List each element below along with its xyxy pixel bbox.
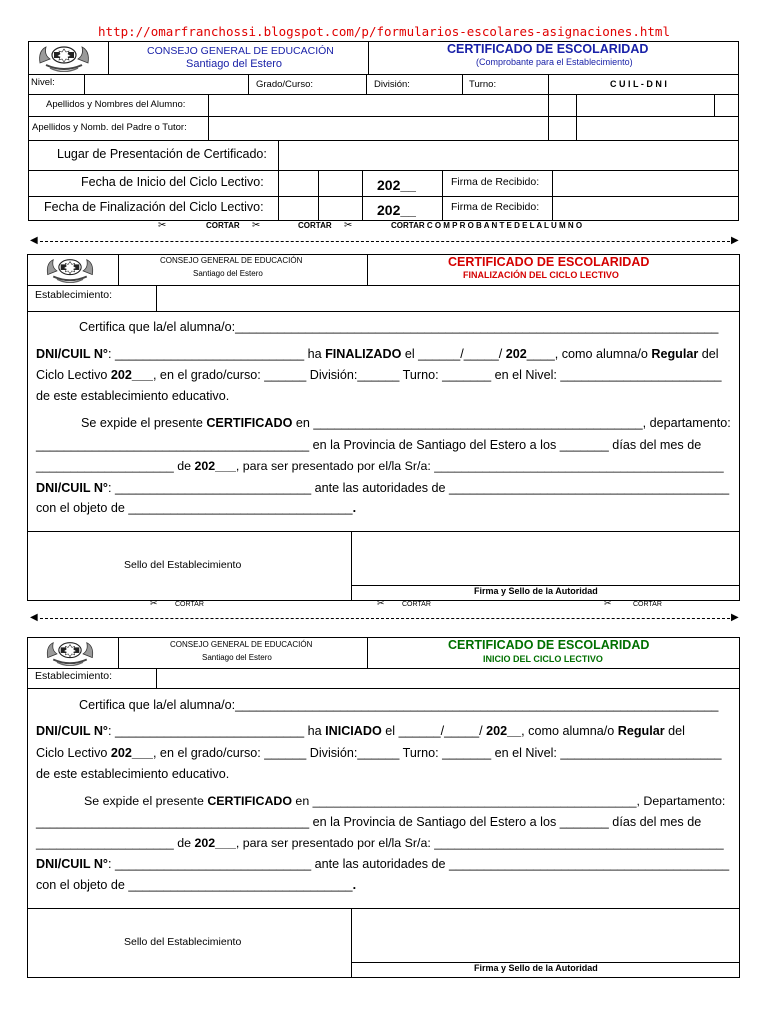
- parent-name-label: Apellidos y Nomb. del Padre o Tutor:: [32, 122, 187, 133]
- presented-by-line: ____________________ de 202___, para ser presentado por el/la Sr/a: __________________________________________: [36, 836, 724, 850]
- source-url[interactable]: http://omarfranchossi.blogspot.com/p/formularios-escolares-asignaciones.html: [98, 24, 670, 39]
- cycle-line: Ciclo Lectivo 202___, en el grado/curso: ______ División:______ Turno: _______ en el Nivel: _______________________: [36, 746, 722, 760]
- arrow-right-icon: ▶: [731, 612, 739, 623]
- cut-label: CORTAR: [175, 601, 204, 608]
- received-signature-label: Firma de Recibido:: [451, 201, 540, 213]
- purpose-line: con el objeto de ________________________________.: [36, 878, 357, 892]
- coat-of-arms-icon: [42, 256, 98, 283]
- cut-label: CORTAR: [402, 601, 431, 608]
- student-name-label: Apellidos y Nombres del Alumno:: [46, 99, 186, 110]
- cut-line: [40, 618, 730, 619]
- org-name: CONSEJO GENERAL DE EDUCACIÓN: [147, 45, 334, 57]
- authority-signature-label: Firma y Sello de la Autoridad: [474, 586, 598, 596]
- certificate-title: CERTIFICADO DE ESCOLARIDAD: [448, 638, 650, 652]
- scissors-icon: ✂: [150, 598, 158, 608]
- presentation-place-label: Lugar de Presentación de Certificado:: [57, 147, 267, 161]
- establishment-label: Establecimiento:: [35, 670, 113, 682]
- province-line: _______________________________________ en la Provincia de Santiago del Estero a los _______ días del mes de: [36, 438, 702, 452]
- stamp-label: Sello del Establecimiento: [124, 936, 242, 948]
- dni-finalized-line: DNI/CUIL N°: ___________________________ ha FINALIZADO el ______/_____/ 202____, como alumna/o Regular del: [36, 347, 719, 361]
- presented-by-line: ____________________ de 202___, para ser presentado por el/la Sr/a: __________________________________________: [36, 459, 724, 473]
- cycle-end-label: Fecha de Finalización del Ciclo Lectivo:: [44, 200, 264, 214]
- nivel-label: Nivel:: [31, 77, 55, 88]
- authority-signature-label: Firma y Sello de la Autoridad: [474, 963, 598, 973]
- scissors-icon: ✂: [252, 220, 261, 231]
- certificate-title: CERTIFICADO DE ESCOLARIDAD: [448, 255, 650, 269]
- scissors-icon: ✂: [344, 220, 353, 231]
- grado-label: Grado/Curso:: [256, 79, 314, 90]
- org-province: Santiago del Estero: [202, 653, 272, 662]
- page-subtitle: (Comprobante para el Establecimiento): [476, 57, 633, 67]
- cut-label: CORTAR: [206, 221, 240, 230]
- cut-line: [40, 241, 730, 242]
- coat-of-arms-icon: [42, 639, 98, 666]
- division-label: División:: [374, 79, 410, 90]
- province-line: _______________________________________ en la Provincia de Santiago del Estero a los _______ días del mes de: [36, 815, 702, 829]
- certify-line: Certifica que la/el alumna/o:_____________________________________________________________________: [79, 320, 719, 334]
- cuil-dni-label: C U I L - D N I: [610, 79, 667, 89]
- org-province: Santiago del Estero: [193, 269, 263, 278]
- arrow-left-icon: ◀: [30, 235, 38, 246]
- issued-line: Se expide el presente CERTIFICADO en _______________________________________________, departamento:: [81, 416, 731, 430]
- certificate-subtitle: FINALIZACIÓN DEL CICLO LECTIVO: [463, 270, 619, 280]
- scissors-icon: ✂: [377, 598, 385, 608]
- received-signature-label: Firma de Recibido:: [451, 176, 540, 188]
- authorities-line: DNI/CUIL N°: ____________________________ ante las autoridades de ________________________________________: [36, 857, 730, 871]
- purpose-line: con el objeto de ________________________________.: [36, 501, 357, 515]
- org-name: CONSEJO GENERAL DE EDUCACIÓN: [160, 256, 303, 265]
- page-title: CERTIFICADO DE ESCOLARIDAD: [447, 42, 649, 56]
- cut-receipt-label: CORTAR C O M P R O B A N T E D E L A L U M N O: [391, 221, 583, 230]
- turno-label: Turno:: [469, 79, 497, 90]
- org-province: Santiago del Estero: [186, 58, 283, 70]
- arrow-right-icon: ▶: [731, 235, 739, 246]
- certify-line: Certifica que la/el alumna/o:_____________________________________________________________________: [79, 698, 719, 712]
- issued-line: Se expide el presente CERTIFICADO en _______________________________________________, Departamento:: [84, 794, 726, 808]
- cycle-start-label: Fecha de Inicio del Ciclo Lectivo:: [81, 175, 264, 189]
- stamp-label: Sello del Establecimiento: [124, 559, 242, 571]
- cut-label: CORTAR: [298, 221, 332, 230]
- establishment-line: de este establecimiento educativo.: [36, 767, 230, 781]
- cycle-line: Ciclo Lectivo 202___, en el grado/curso: ______ División:______ Turno: _______ en el Nivel: _______________________: [36, 368, 722, 382]
- arrow-left-icon: ◀: [30, 612, 38, 623]
- scissors-icon: ✂: [158, 220, 167, 231]
- org-name: CONSEJO GENERAL DE EDUCACIÓN: [170, 640, 313, 649]
- scissors-icon: ✂: [604, 598, 612, 608]
- authorities-line: DNI/CUIL N°: ____________________________ ante las autoridades de ________________________________________: [36, 481, 730, 495]
- certificate-subtitle: INICIO DEL CICLO LECTIVO: [483, 654, 603, 664]
- coat-of-arms-icon: [36, 43, 92, 72]
- end-year: 202__: [377, 202, 416, 218]
- establishment-line: de este establecimiento educativo.: [36, 389, 230, 403]
- cut-label: CORTAR: [633, 601, 662, 608]
- establishment-label: Establecimiento:: [35, 289, 113, 301]
- start-year: 202__: [377, 177, 416, 193]
- dni-started-line: DNI/CUIL N°: ___________________________ ha INICIADO el ______/_____/ 202__, como alumna/o Regular del: [36, 724, 685, 738]
